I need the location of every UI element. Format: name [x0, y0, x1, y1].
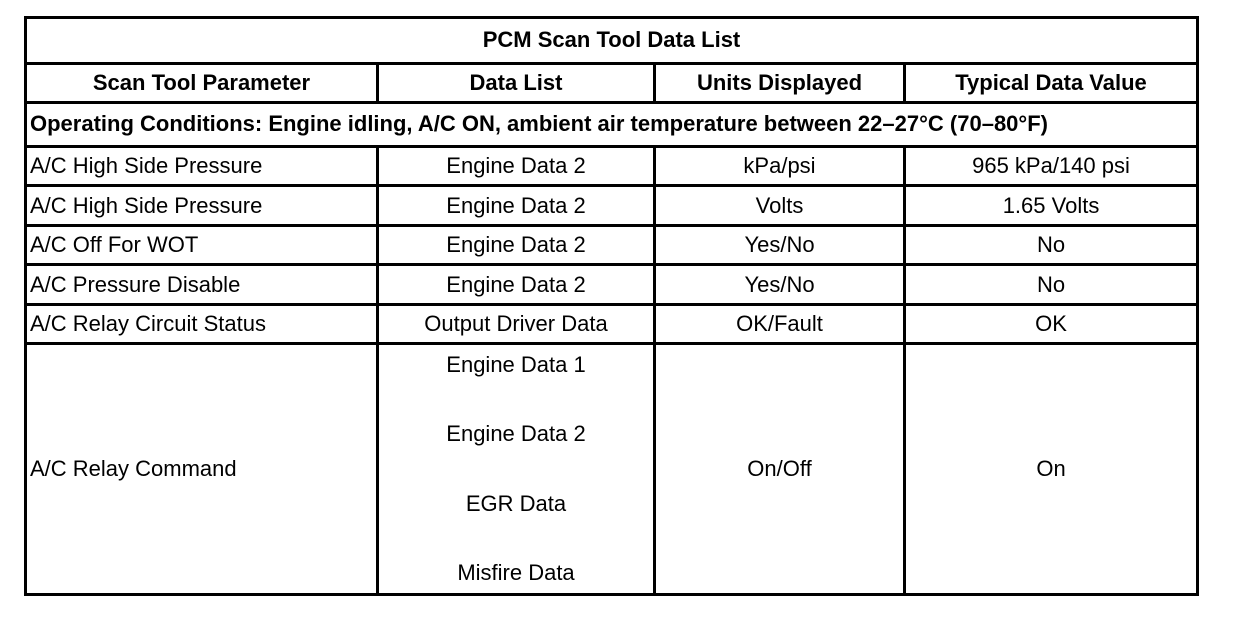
cell-parameter: A/C Off For WOT: [26, 225, 378, 265]
cell-data-list: Engine Data 2: [378, 265, 655, 305]
scan-tool-data-table: [24, 16, 1199, 596]
operating-conditions: Operating Conditions: Engine idling, A/C ON, ambient air temperature between 22–27°C (70–80°F): [26, 103, 1198, 147]
cell-parameter: A/C Relay Command: [26, 344, 378, 595]
cell-units: On/Off: [655, 344, 905, 595]
cell-parameter: A/C High Side Pressure: [26, 146, 378, 186]
cell-units: Volts: [655, 186, 905, 226]
cell-data-list: Output Driver Data: [378, 304, 655, 344]
cell-parameter: A/C High Side Pressure: [26, 186, 378, 226]
cell-units: OK/Fault: [655, 304, 905, 344]
table-row: [26, 304, 1198, 344]
data-list-item: Misfire Data: [457, 559, 575, 585]
header-data-list: Data List: [378, 63, 655, 103]
cell-typical-value: 1.65 Volts: [905, 186, 1198, 226]
table-row: [26, 146, 1198, 186]
cell-units: Yes/No: [655, 225, 905, 265]
data-list-item: EGR Data: [465, 490, 567, 516]
cell-typical-value: On: [905, 344, 1198, 595]
cell-data-list-multi: [378, 344, 655, 595]
table-header-row: [26, 63, 1198, 103]
table-row: [26, 265, 1198, 305]
header-scan-tool-parameter: Scan Tool Parameter: [26, 63, 378, 103]
cell-typical-value: 965 kPa/140 psi: [905, 146, 1198, 186]
cell-typical-value: No: [905, 265, 1198, 305]
cell-data-list: Engine Data 2: [378, 146, 655, 186]
data-list-item: Engine Data 1: [446, 352, 586, 378]
table-title: PCM Scan Tool Data List: [26, 18, 1198, 64]
table-row: [26, 186, 1198, 226]
cell-typical-value: OK: [905, 304, 1198, 344]
operating-conditions-row: [26, 103, 1198, 147]
table-row: [26, 225, 1198, 265]
cell-parameter: A/C Pressure Disable: [26, 265, 378, 305]
cell-units: Yes/No: [655, 265, 905, 305]
cell-data-list: Engine Data 2: [378, 225, 655, 265]
cell-parameter: A/C Relay Circuit Status: [26, 304, 378, 344]
table-title-row: [26, 18, 1198, 64]
header-units-displayed: Units Displayed: [655, 63, 905, 103]
header-typical-data-value: Typical Data Value: [905, 63, 1198, 103]
table-row-relay-command: [26, 344, 1198, 595]
cell-units: kPa/psi: [655, 146, 905, 186]
cell-data-list: Engine Data 2: [378, 186, 655, 226]
cell-typical-value: No: [905, 225, 1198, 265]
data-list-item: Engine Data 2: [446, 421, 586, 447]
